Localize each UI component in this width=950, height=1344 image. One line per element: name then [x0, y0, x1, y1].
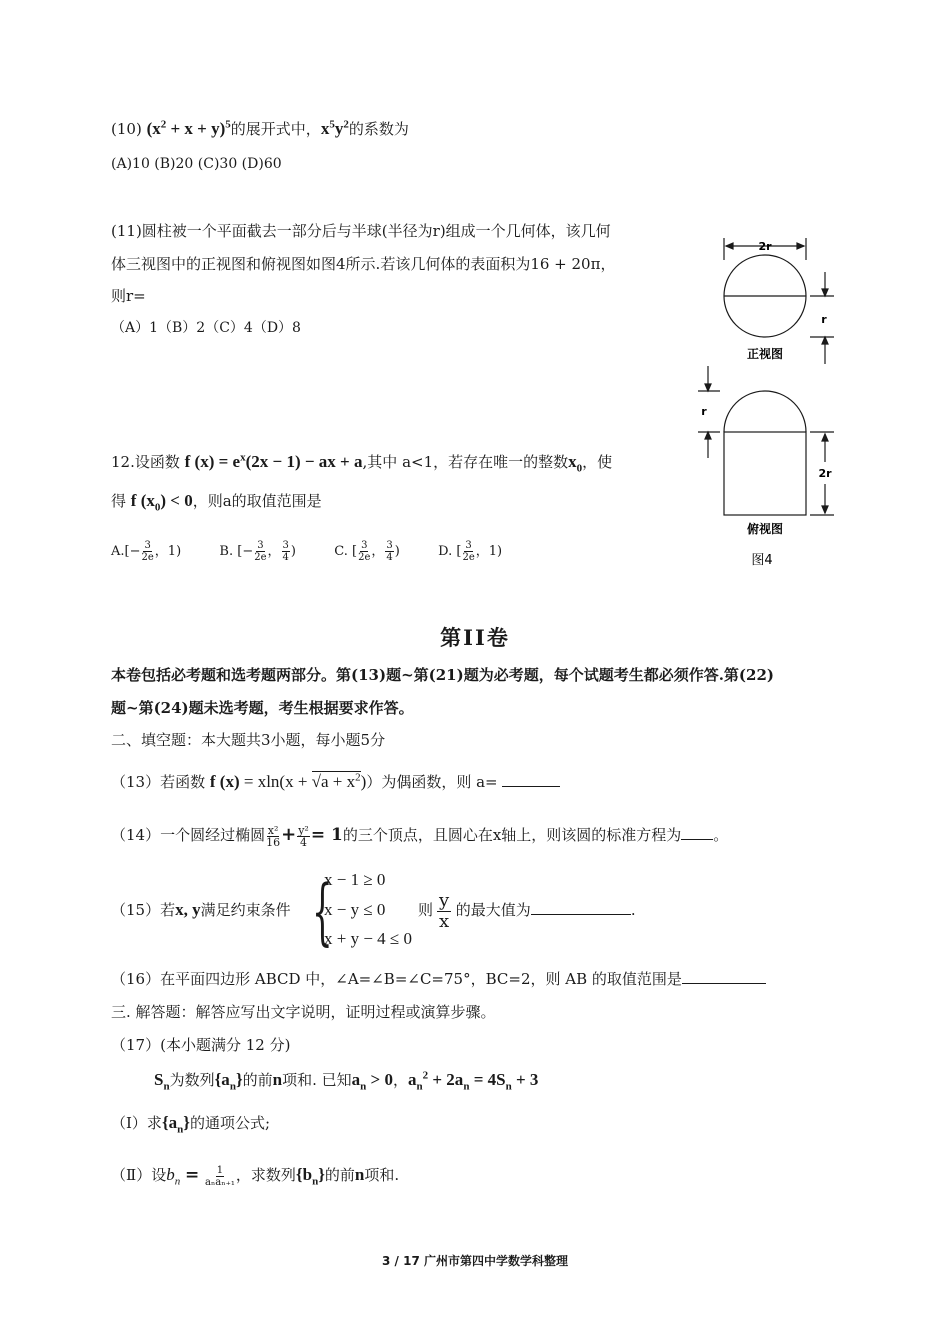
q13-answer-blank[interactable]	[502, 772, 560, 787]
q16-answer-blank[interactable]	[682, 969, 766, 984]
q17-part1: （Ⅰ）求$\{a_n\}$的通项公式;	[111, 1113, 271, 1136]
three-view-figure	[690, 230, 850, 575]
q11-choices: （A）1（B）2（C）4（D）8	[111, 320, 301, 336]
q13: （13）若函数 f $(x) = xln(x + √a + x^2)$）为偶函数，则 a=	[111, 771, 560, 793]
front-view-label: 正视图	[746, 347, 784, 361]
q11-line3: 则r=	[111, 287, 146, 305]
q15-answer-blank[interactable]	[531, 900, 631, 915]
q12-choice-d: D. [ $\frac{3}{2e}$ ，1)	[438, 540, 503, 563]
q15-stem: （15）若x, y满足约束条件	[111, 900, 291, 919]
q12-function: f $(x) = e^x(2x - 1)$ − ax + a	[184, 451, 363, 471]
q15-objective: 则 的最大值为 .	[418, 901, 636, 919]
q16: （16）在平面四边形 ABCD 中，∠A=∠B=∠C=75°，BC=2，则 AB 的取值范围是	[111, 968, 766, 990]
top-r-label: r	[821, 313, 827, 326]
section-intro-1: 本卷包括必考题和选考题两部分。第(13)题~第(21)题为必考题，每个试题考生都必须作答.第(22)	[111, 666, 774, 684]
q10-choices: (A)10 (B)20 (C)30 (D)60	[111, 156, 282, 172]
figure-caption: 图4	[751, 553, 773, 568]
section3-heading: 三. 解答题：解答应写出文字说明，证明过程或演算步骤。	[111, 1003, 496, 1021]
q12-choice-a: A.[− $\frac{3}{2e}$ ，1)	[111, 540, 182, 563]
q11-line1: (11)圆柱被一个平面截去一部分后与半球(半径为r)组成一个几何体，该几何	[111, 222, 611, 240]
q11-line2: 体三视图中的正视图和俯视图如图4所示.若该几何体的表面积为16 + 20π，	[111, 255, 616, 273]
q14-answer-blank[interactable]	[681, 825, 713, 840]
q14: （14）一个圆经过椭圆 $\frac{\text{x²}}{16}$ + $\frac{\text{y²}}{4}$ = 1的三个顶点，且圆心在x轴上，则该圆的标准方程为 。	[111, 823, 729, 849]
q17-given: $S_n$为数列$\{a_n\}$的前n项和. 已知$a_n > 0$，$a_n^2 + 2a_n = 4S_n + 3$	[154, 1069, 539, 1093]
bottom-r-label: r	[701, 405, 707, 418]
q12-choices	[111, 540, 502, 563]
page-footer: 3 / 17 广州市第四中学数学科整理	[382, 1254, 568, 1268]
q12-line1: 12.设函数 f $(x) = e^x(2x - 1)$ − ax + a,其中 a<1，若存在唯一的整数$x_0$，使	[111, 451, 613, 475]
q12-choice-c: C. [ $\frac{3}{2e}$ ， $\frac{3}{4}$ )	[334, 540, 400, 563]
bottom-height-label: 2r	[818, 467, 832, 480]
fill-heading: 二、填空题：本大题共3小题，每小题5分	[111, 731, 386, 749]
q10-stem: (10) $(x^2 + x + y)^5$的展开式中，$x^5y^2$的系数为	[111, 118, 409, 138]
q13-function: f $(x) = xln(x + √a + x^2)$	[209, 771, 367, 791]
q17-head: （17）(本小题满分 12 分)	[111, 1036, 291, 1054]
section-title: 第II卷	[440, 625, 510, 650]
top-view-label: 俯视图	[746, 522, 784, 536]
q15-fraction: y x	[439, 890, 450, 932]
q10-expression: $(x^2 + x + y)^5$	[146, 118, 231, 138]
q17-part2: （Ⅱ）设$b_n$ = $\frac{1}{\text{aₙaₙ₊₁}}$ ，求数列$\{b_n\}$的前n项和.	[111, 1164, 400, 1188]
top-width-label: 2r	[758, 240, 772, 253]
q12-choice-b: B. [− $\frac{3}{2e}$ ， $\frac{3}{4}$ )	[219, 540, 296, 563]
section-intro-2: 题~第(24)题未选考题，考生根据要求作答。	[111, 699, 414, 717]
q12-line2: 得 f $(x_0) < 0$，则a的取值范围是	[111, 491, 322, 514]
